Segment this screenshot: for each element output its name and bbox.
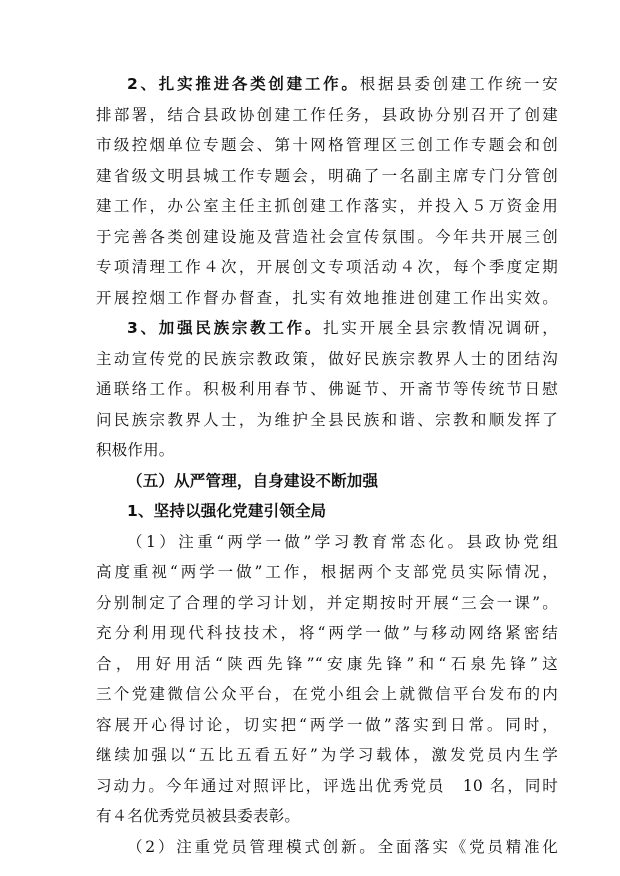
section-heading: （五）从严管理，自身建设不断加强 [127, 471, 379, 490]
paragraph-ethnic-religious-work [96, 313, 558, 466]
paragraph-line: 于完善各类创建设施及营造社会宣传氛围。今年共开展三创 [96, 227, 558, 246]
paragraph-line: 市级控烟单位专题会、第十网格管理区三创工作专题会和创 [96, 136, 558, 154]
paragraph-line: 问民族宗教界人士，为维护全县民族和谐、宗教和顺发挥了 [96, 410, 558, 429]
paragraph-line: 合，用好用活“陕西先锋”“安康先锋”和“石泉先锋”这 [96, 654, 558, 673]
paragraph-lead: 2、扎实推进各类创建工作。 [127, 75, 360, 93]
paragraph-line: 三个党建微信公众平台，在党小组会上就微信平台发布的内 [96, 685, 558, 703]
paragraph-creation-work [96, 69, 558, 313]
paragraph-member-management [96, 832, 558, 863]
paragraph-line [96, 313, 558, 344]
paragraph-line: 排部署，结合县政协创建工作任务，县政协分别召开了创建 [96, 105, 558, 124]
paragraph-two-studies [96, 527, 558, 832]
paragraph-text: 根据县委创建工作统一安 [359, 75, 558, 93]
paragraph-line: 通联络工作。积极利用春节、佛诞节、开斋节等传统节日慰 [96, 380, 558, 398]
paragraph-line: 有４名优秀党员被县委表彰。 [96, 807, 301, 825]
sub-heading: 1、坚持以强化党建引领全局 [127, 502, 327, 520]
paragraph-line: （1）注重“两学一做”学习教育常态化。县政协党组 [127, 532, 558, 551]
paragraph-text: 扎实开展全县宗教情况调研， [323, 319, 558, 337]
paragraph-line: （2）注重党员管理模式创新。全面落实《党员精准化 [127, 837, 558, 856]
paragraph-line: 高度重视“两学一做”工作，根据两个支部党员实际情况， [96, 563, 558, 581]
paragraph-line: 继续加强以“五比五看五好”为学习载体，激发党员内生学 [96, 746, 558, 764]
paragraph-line: 习动力。今年通过对照评比，评选出优秀党员 10 名，同时 [96, 776, 558, 795]
paragraph-line: 专项清理工作４次，开展创文专项活动４次，每个季度定期 [96, 258, 558, 276]
paragraph-line: 积极作用。 [96, 441, 175, 459]
paragraph-line: 建省级文明县城工作专题会，明确了一名副主席专门分管创 [96, 166, 558, 185]
paragraph-line: 容展开心得讨论，切实把“两学一做”落实到日常。同时， [96, 715, 558, 734]
paragraph-line [96, 69, 558, 100]
document-page [96, 69, 558, 862]
paragraph-line: 充分利用现代科技技术，将“两学一做”与移动网络紧密结 [96, 624, 558, 642]
paragraph-line: 分别制定了合理的学习计划，并定期按时开展“三会一课”。 [96, 593, 558, 612]
paragraph-line: 主动宣传党的民族宗教政策，做好民族宗教界人士的团结沟 [96, 349, 558, 368]
paragraph-line: 开展控烟工作督办督查，扎实有效地推进创建工作出实效。 [96, 288, 558, 307]
paragraph-line: 建工作，办公室主任主抓创建工作落实，并投入５万资金用 [96, 197, 558, 215]
paragraph-lead: 3、加强民族宗教工作。 [127, 319, 324, 337]
